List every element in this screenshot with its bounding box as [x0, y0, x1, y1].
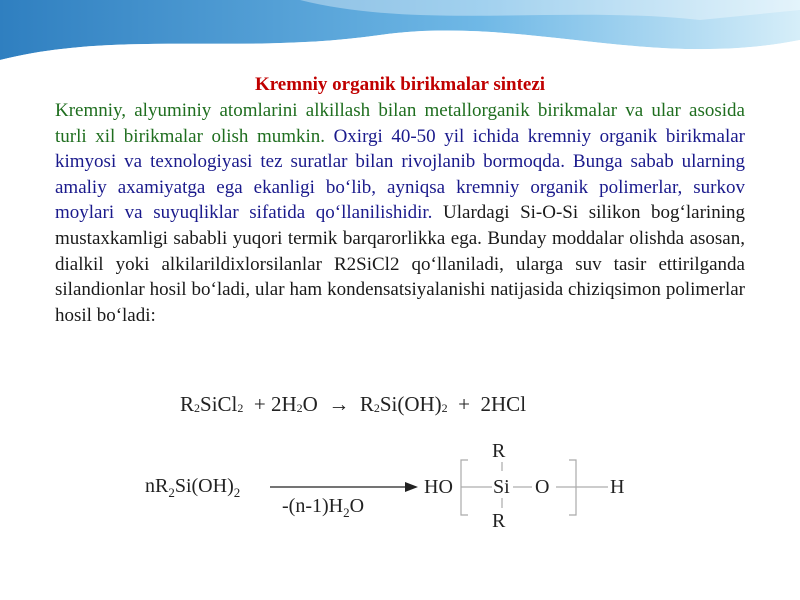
- paragraph-subscript-1: 2: [346, 253, 357, 275]
- eq1-sicl: SiCl: [200, 392, 238, 416]
- paragraph-text-2: SiCl: [356, 253, 390, 275]
- eq1-sub: 2: [441, 401, 448, 415]
- paragraph-subscript-2: 2: [389, 253, 400, 275]
- eq1-r2: R: [359, 392, 374, 416]
- eq1-water: + 2H: [253, 392, 297, 416]
- eq2-condition: $-(n-1)H_2O$: [282, 495, 365, 520]
- eq1-plus: +: [458, 392, 471, 416]
- eq1-sub: 2: [237, 401, 244, 415]
- eq1-o: O: [302, 392, 318, 416]
- eq1-hcl: 2HCl: [480, 392, 527, 416]
- eq2-arrow-head: [405, 482, 418, 492]
- eq2-reactant: $nR_2Si(OH)_2$: [145, 475, 241, 500]
- eq1-r: R: [180, 392, 195, 416]
- eq2-r-top: R: [492, 440, 506, 462]
- eq1-sub: 2: [194, 401, 201, 415]
- eq1-sub: 2: [296, 401, 303, 415]
- eq2-si: Si: [493, 476, 510, 498]
- eq2-h: H: [610, 476, 625, 498]
- eq1-sioh: Si(OH): [379, 392, 442, 416]
- paragraph-text-3: qo‘llaniladi, ularga suv tasir ettirilganda silandionlar hosil bo‘ladi, ular ham kondensatsiyalanishi natijasida chiziqsimon polimerlar hosil bo‘ladi:: [55, 253, 745, 326]
- paragraph-text-1: Ulardagi Si-O-Si silikon bog‘larining mustaxkamligi sababli yuqori termik barqarorlikka ega. Bunday moddalar olishda asosan, dialkil yoki alkilarildixlorsilanlar R: [55, 202, 745, 275]
- eq1-sub: 2: [373, 401, 380, 415]
- slide-title: Kremniy organik birikmalar sintezi: [254, 74, 546, 95]
- eq2-r-bottom: R: [492, 510, 506, 532]
- paragraph-green-text: Kremniy, alyuminiy atomlarini alkillash bilan metallorganik birikmalar va ular asosida turli xil birikmalar olish mumkin.: [55, 100, 745, 147]
- eq2-o: O: [535, 476, 550, 498]
- eq2-ho: HO: [424, 476, 453, 498]
- eq1-arrow: →: [328, 392, 350, 416]
- paragraph-blue-text: Oxirgi 40-50 yil ichida kremniy organik birikmalar kimyosi va texnologiyasi tez suratlar bilan rivojlanib bormoqda. Bunga sabab ularning amaliy axamiyatga ega ekanligi bo‘lib, ayniqsa kremniy organik polimerlar, surkov moylari va suyuqliklar sifatida qo‘llanilishidir.: [55, 125, 745, 224]
